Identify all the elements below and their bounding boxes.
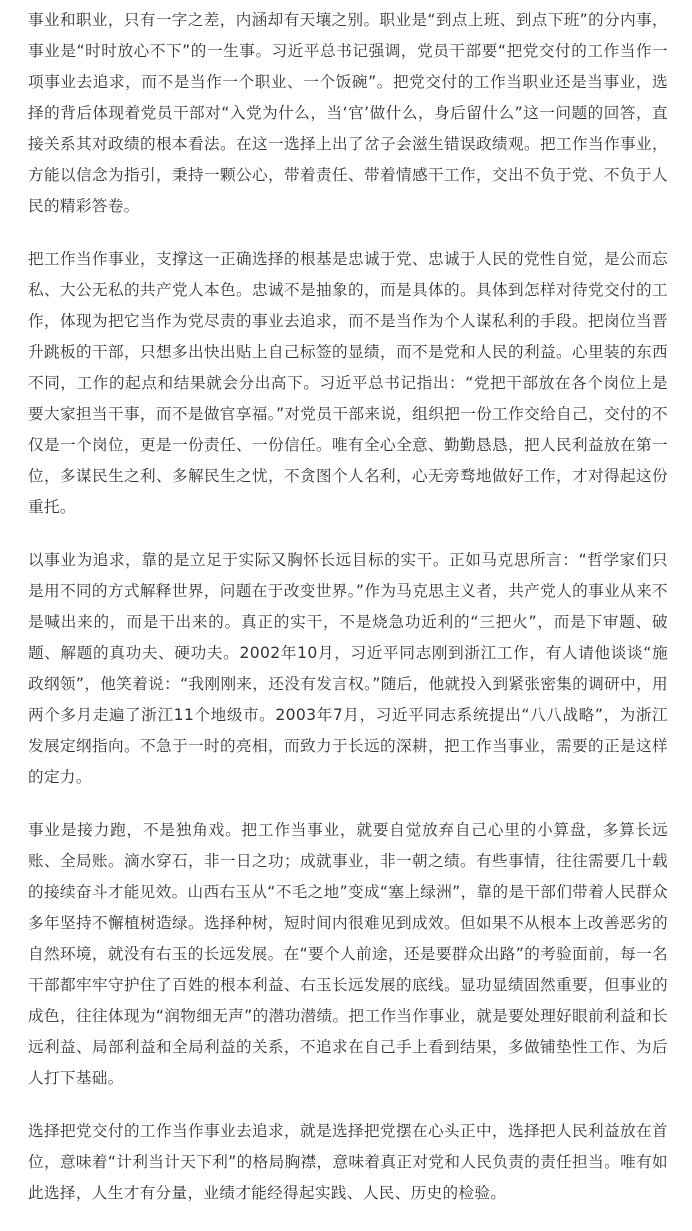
article-paragraph: 把工作当作事业，支撑这一正确选择的根基是忠诚于党、忠诚于人民的党性自觉，是公而忘私、大公无私的共产党人本色。忠诚不是抽象的，而是具体的。具体到怎样对待党交付的工作，体现为把它当作为党尽责的事业去追求，而不是当作为个人谋私利的手段。把岗位当晋升跳板的干部，只想多出快出贴上自己标签的显绩，而不是党和人民的利益。心里装的东西不同，工作的起点和结果就会分出高下。习近平总书记指出：“党把干部放在各个岗位上是要大家担当干事，而不是做官享福。”对党员干部来说，组织把一份工作交给自己，交付的不仅是一个岗位，更是一份责任、一份信任。唯有全心全意、勤勤恳恳，把人民利益放在第一位，多谋民生之利、多解民生之忧，不贪图个人名利，心无旁骛地做好工作，才对得起这份重托。 (28, 250, 668, 516)
article-body (28, 5, 668, 1231)
article-paragraph: 选择把党交付的工作当作事业去追求，就是选择把党摆在心头正中，选择把人民利益放在首位，意味着“计利当计天下利”的格局胸襟，意味着真正对党和人民负责的责任担当。唯有如此选择，人生才有分量，业绩才能经得起实践、人民、历史的检验。 (28, 1122, 668, 1202)
article-paragraph: 事业是接力跑，不是独角戏。把工作当事业，就要自觉放弃自己心里的小算盘，多算长远账、全局账。滴水穿石，非一日之功；成就事业，非一朝之绩。有些事情，往往需要几十载的接续奋斗才能见效。山西右玉从“不毛之地”变成“塞上绿洲”，靠的是干部们带着人民群众多年坚持不懈植树造绿。选择种树，短时间内很难见到成效。但如果不从根本上改善恶劣的自然环境，就没有右玉的长远发展。在“要个人前途，还是要群众出路”的考验面前，每一名干部都牢牢守护住了百姓的根本利益、右玉长远发展的底线。显功显绩固然重要，但事业的成色，往往体现为“润物细无声”的潜功潜绩。把工作当作事业，就是要处理好眼前利益和长远利益、局部利益和全局利益的关系，不追求在自己手上看到结果，多做铺垫性工作、为后人打下基础。 (28, 821, 668, 1087)
article-paragraph: 事业和职业，只有一字之差，内涵却有天壤之别。职业是“到点上班、到点下班”的分内事，事业是“时时放心不下”的一生事。习近平总书记强调，党员干部要“把党交付的工作当作一项事业去追求，而不是当作一个职业、一个饭碗”。把党交付的工作当职业还是当事业，选择的背后体现着党员干部对“入党为什么，当‘官’做什么，身后留什么”这一问题的回答，直接关系其对政绩的根本看法。在这一选择上出了岔子会滋生错误政绩观。把工作当作事业，方能以信念为指引，秉持一颗公心，带着责任、带着情感干工作，交出不负于党、不负于人民的精彩答卷。 (28, 11, 668, 215)
article-paragraph: 以事业为追求，靠的是立足于实际又胸怀长远目标的实干。正如马克思所言：“哲学家们只是用不同的方式解释世界，问题在于改变世界。”作为马克思主义者，共产党人的事业从来不是喊出来的，而是干出来的。真正的实干，不是烧急功近利的“三把火”，而是下审题、破题、解题的真功夫、硬功夫。2002年10月，习近平同志刚到浙江工作，有人请他谈谈“施政纲领”，他笑着说：“我刚刚来，还没有发言权。”随后，他就投入到紧张密集的调研中，用两个多月走遍了浙江11个地级市。2003年7月，习近平同志系统提出“八八战略”，为浙江发展定纲指向。不急于一时的亮相，而致力于长远的深耕，把工作当事业，需要的正是这样的定力。 (28, 551, 668, 786)
